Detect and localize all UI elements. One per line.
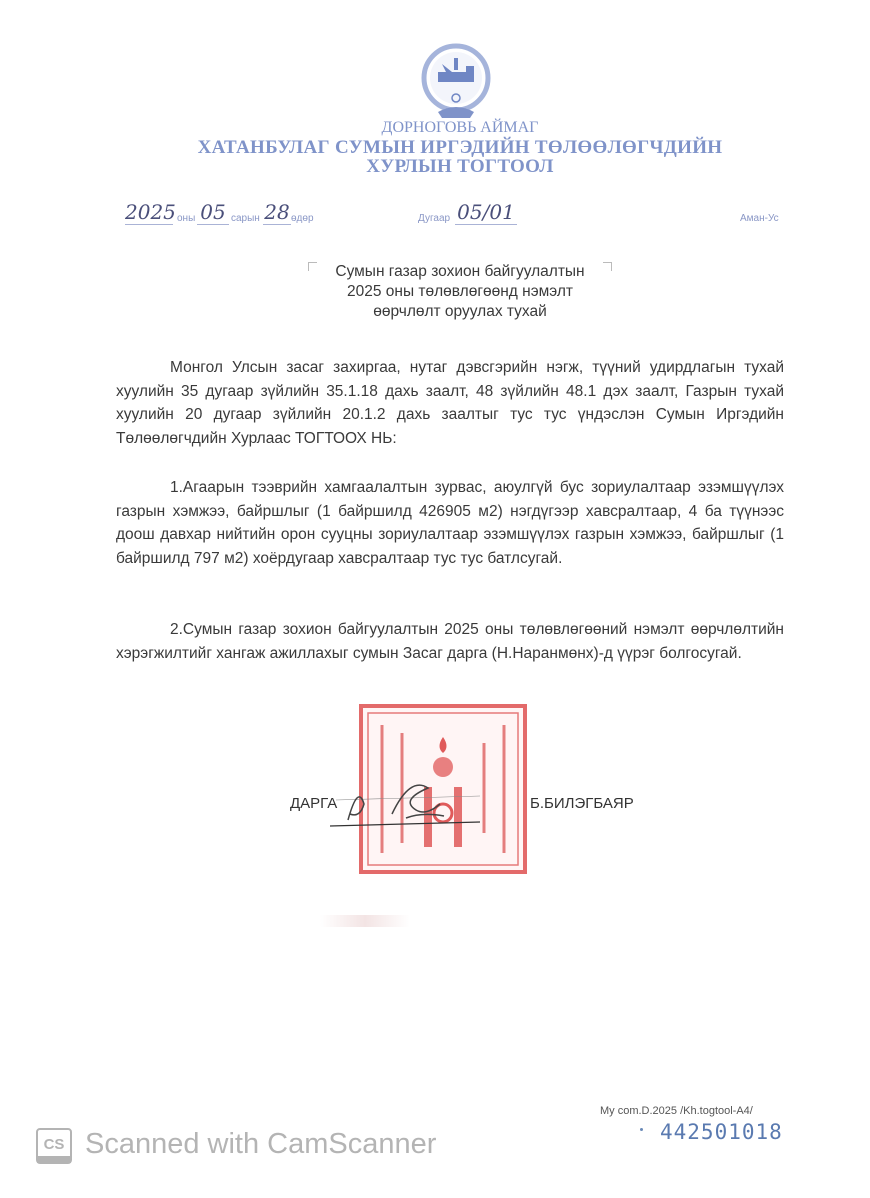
corner-mark-right xyxy=(603,262,612,271)
year-value: 2025 xyxy=(125,200,176,224)
item-1-paragraph xyxy=(116,476,784,570)
subject-line-1: Сумын газар зохион байгуулалтын xyxy=(335,263,585,280)
camscanner-watermark-text: Scanned with CamScanner xyxy=(85,1128,437,1160)
preamble-text: Монгол Улсын засаг захиргаа, нутаг дэвсгэрийн нэгж, түүний удирдлагын тухай хуулийн 35 дугаар зүйлийн 35.1.18 дахь заалт, 48 зүйлийн 48.1 дэх заалт, Газрын тухай хуулийн 20 дугаар зүйлийн 20.1.2 дахь заалтыг тус тус үндэслэн Сумын Иргэдийн Төлөөлөгчдийн Хурлаас ТОГТООХ НЬ: xyxy=(116,359,784,447)
item-2-paragraph xyxy=(116,618,784,665)
number-value: 05/01 xyxy=(455,200,517,225)
item-1-text: 1.Агаарын тээврийн хамгаалалтын зурвас, аюулгүй бус зориулалтаар эзэмшүүлэх газрын хэмжээ, байршлыг (1 байршилд 426905 м2) нэгдүгээр хавсралтаар, 4 ба түүнээс доош давхар нийтийн орон сууцны зориулалтаар эзэмшүүлэх газрын хэмжээ, байршлыг (1 байршилд 797 м2) хоёрдугаар хавсралтаар тус тус батлсугай. xyxy=(116,479,784,567)
day-value: 28 xyxy=(264,200,290,224)
date-line xyxy=(125,200,790,230)
camscanner-logo-text: CS xyxy=(43,1136,65,1153)
corner-mark-left xyxy=(308,262,317,271)
document-type: ХУРЛЫН ТОГТООЛ xyxy=(366,156,554,177)
subject-line-3: өөрчлөлт оруулах тухай xyxy=(373,303,547,320)
province-name: ДОРНОГОВЬ АЙМАГ xyxy=(381,119,539,136)
state-emblem-icon xyxy=(418,42,494,124)
month-label: сарын xyxy=(231,213,260,224)
item-2-text: 2.Сумын газар зохион байгуулалтын 2025 оны төлөвлөгөөний нэмэлт өөрчлөлтийн хэрэгжилтийг хангаж ажиллахыг сумын Засаг дарга (Н.Наранмөнх)-д үүрэг болгосугай. xyxy=(116,621,784,662)
subject-line-2: 2025 оны төлөвлөгөөнд нэмэлт xyxy=(347,283,573,300)
month-value: 05 xyxy=(197,200,229,225)
place-name: Аман-Ус xyxy=(740,213,779,224)
signatory-title: ДАРГА xyxy=(290,795,338,812)
subject-block xyxy=(280,262,640,322)
footer-dot xyxy=(640,1128,643,1131)
council-name: ХАТАНБУЛАГ СУМЫН ИРГЭДИЙН ТӨЛӨӨЛӨГЧДИЙН xyxy=(197,137,723,158)
number-label: Дугаар xyxy=(418,213,451,224)
serial-number: 442501018 xyxy=(660,1120,783,1144)
handwritten-signature xyxy=(330,770,500,850)
camscanner-logo-icon xyxy=(36,1128,72,1164)
signatory-name: Б.БИЛЭГБАЯР xyxy=(530,795,634,812)
preamble-paragraph xyxy=(116,356,784,450)
day-label: өдөр xyxy=(291,213,314,224)
year-label: оны xyxy=(177,213,196,224)
faint-mark xyxy=(320,915,410,927)
footer-reference: My com.D.2025 /Kh.togtool-A4/ xyxy=(600,1105,753,1117)
